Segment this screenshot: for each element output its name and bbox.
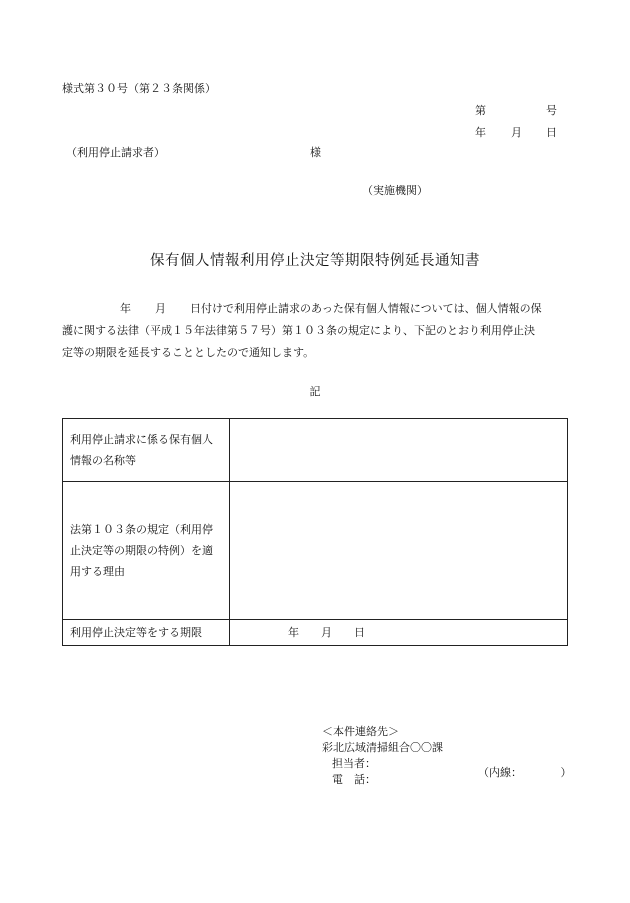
table-row [63, 620, 568, 646]
table-row [63, 419, 568, 482]
body-date-month: 月 [155, 302, 166, 315]
body-date-year: 年 [120, 302, 131, 315]
body-line-1-text: 日付けで利用停止請求のあった保有個人情報については、個人情報の保 [190, 302, 542, 315]
form-number: 様式第３０号（第２３条関係） [62, 82, 216, 95]
row1-label-line-1: 利用停止請求に係る保有個人 [70, 433, 213, 446]
row3-label: 利用停止決定等をする期限 [63, 620, 230, 646]
contact-heading: ＜本件連絡先＞ [322, 725, 399, 738]
contact-block [322, 724, 443, 788]
row2-value[interactable] [230, 482, 568, 620]
ki-heading: 記 [309, 385, 321, 398]
row1-label-line-2: 情報の名称等 [70, 454, 136, 467]
document-number-suffix: 号 [546, 104, 557, 117]
addressee-label: （利用停止請求者） [66, 146, 165, 159]
notice-body-line-1 [62, 298, 572, 320]
row1-value[interactable] [230, 419, 568, 482]
row3-year: 年 [288, 626, 299, 639]
row3-value[interactable] [230, 620, 568, 646]
row2-label [63, 482, 230, 620]
contact-extension: （内線： ） [478, 766, 572, 779]
row3-month: 月 [321, 626, 332, 639]
issuer-label: （実施機関） [362, 184, 428, 197]
row3-day: 日 [354, 626, 365, 639]
notice-body-line-3: 定等の期限を延長することとしたので通知します。 [62, 346, 315, 359]
row2-label-line-3: 用する理由 [70, 565, 125, 578]
addressee-honorific: 様 [310, 146, 321, 159]
page-title: 保有個人情報利用停止決定等期限特例延長通知書 [150, 253, 480, 269]
notice-body-line-2: 護に関する法律（平成１５年法律第５７号）第１０３条の規定により、下記のとおり利用停止決 [62, 324, 535, 337]
document-number-prefix: 第 [475, 104, 486, 117]
issue-date-year: 年 [475, 126, 486, 139]
details-table [62, 418, 568, 646]
row1-label [63, 419, 230, 482]
contact-person: 担当者： [332, 757, 376, 770]
row2-label-line-2: 止決定等の期限の特例）を適 [70, 544, 213, 557]
notice-body [62, 298, 572, 364]
table-row [63, 482, 568, 620]
contact-department: 彩北広域清掃組合〇〇課 [322, 741, 443, 754]
contact-phone: 電 話： [332, 773, 376, 786]
issue-date-month: 月 [511, 126, 522, 139]
issue-date-day: 日 [546, 126, 557, 139]
row2-label-line-1: 法第１０３条の規定（利用停 [70, 523, 213, 536]
